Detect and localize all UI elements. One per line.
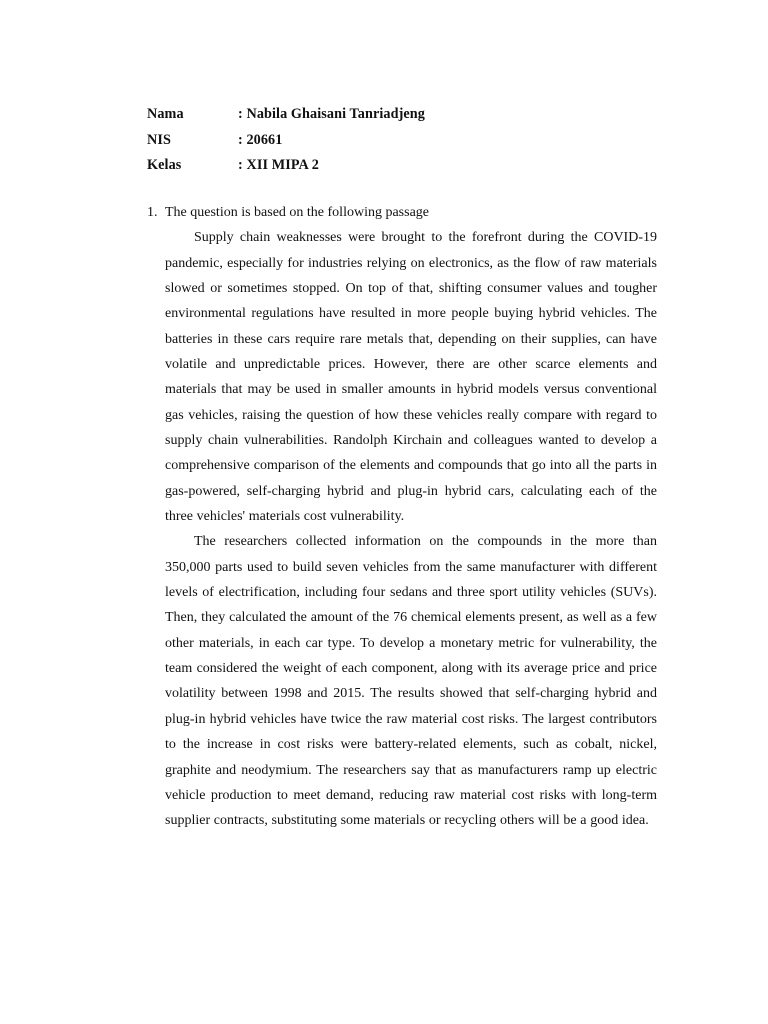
question-1 — [147, 200, 659, 834]
name-value: : Nabila Ghaisani Tanriadjeng — [238, 106, 425, 123]
class-label: Kelas — [147, 157, 182, 174]
student-class-row — [147, 153, 647, 179]
class-value: : XII MIPA 2 — [238, 157, 319, 174]
question-number: 1. — [147, 205, 158, 220]
nis-label: NIS — [147, 131, 171, 148]
name-label: Nama — [147, 106, 184, 123]
passage-paragraph-2: The researchers collected information on the compounds in the more than 350,000 parts used to build seven vehicles from the same manufacturer with different levels of electrification, including four sedans and three sport utility vehicles (SUVs). Then, they calculated the amount of the 76 chemical elements present, as well as a few other materials, in each car type. To develop a monetary metric for vulnerability, the team considered the weight of each component, along with its average price and price volatility between 1998 and 2015. The results showed that self-charging hybrid and plug-in hybrid vehicles have twice the raw material cost risks. The largest contributors to the increase in cost risks were battery-related elements, such as cobalt, nickel, graphite and neodymium. The researchers say that as manufacturers ramp up electric vehicle production to meet demand, reducing raw material cost risks with long-term supplier contracts, substituting some materials or recycling others will be a good idea. — [165, 534, 657, 829]
passage-paragraph-1: Supply chain weaknesses were brought to the forefront during the COVID-19 pandemic, especially for industries relying on electronics, as the flow of raw materials slowed or sometimes stopped. On top of that, shifting consumer values and tougher environmental regulations have resulted in more people buying hybrid vehicles. The batteries in these cars require rare metals that, depending on their supplies, can have volatile and unpredictable prices. However, there are other scarce elements and materials that may be used in smaller amounts in hybrid models versus conventional gas vehicles, raising the question of how these vehicles really compare with regard to supply chain vulnerabilities. Randolph Kirchain and colleagues wanted to develop a comprehensive comparison of the elements and compounds that go into all the parts in gas-powered, self-charging hybrid and plug-in hybrid cars, calculating each of the three vehicles' materials cost vulnerability. — [165, 230, 657, 525]
question-intro-text: The question is based on the following passage — [165, 205, 430, 220]
student-name-row — [147, 102, 647, 128]
reading-passage — [165, 225, 657, 833]
student-nis-row — [147, 128, 647, 154]
student-info — [147, 102, 647, 179]
question-intro — [147, 200, 659, 225]
nis-value: : 20661 — [238, 131, 283, 148]
